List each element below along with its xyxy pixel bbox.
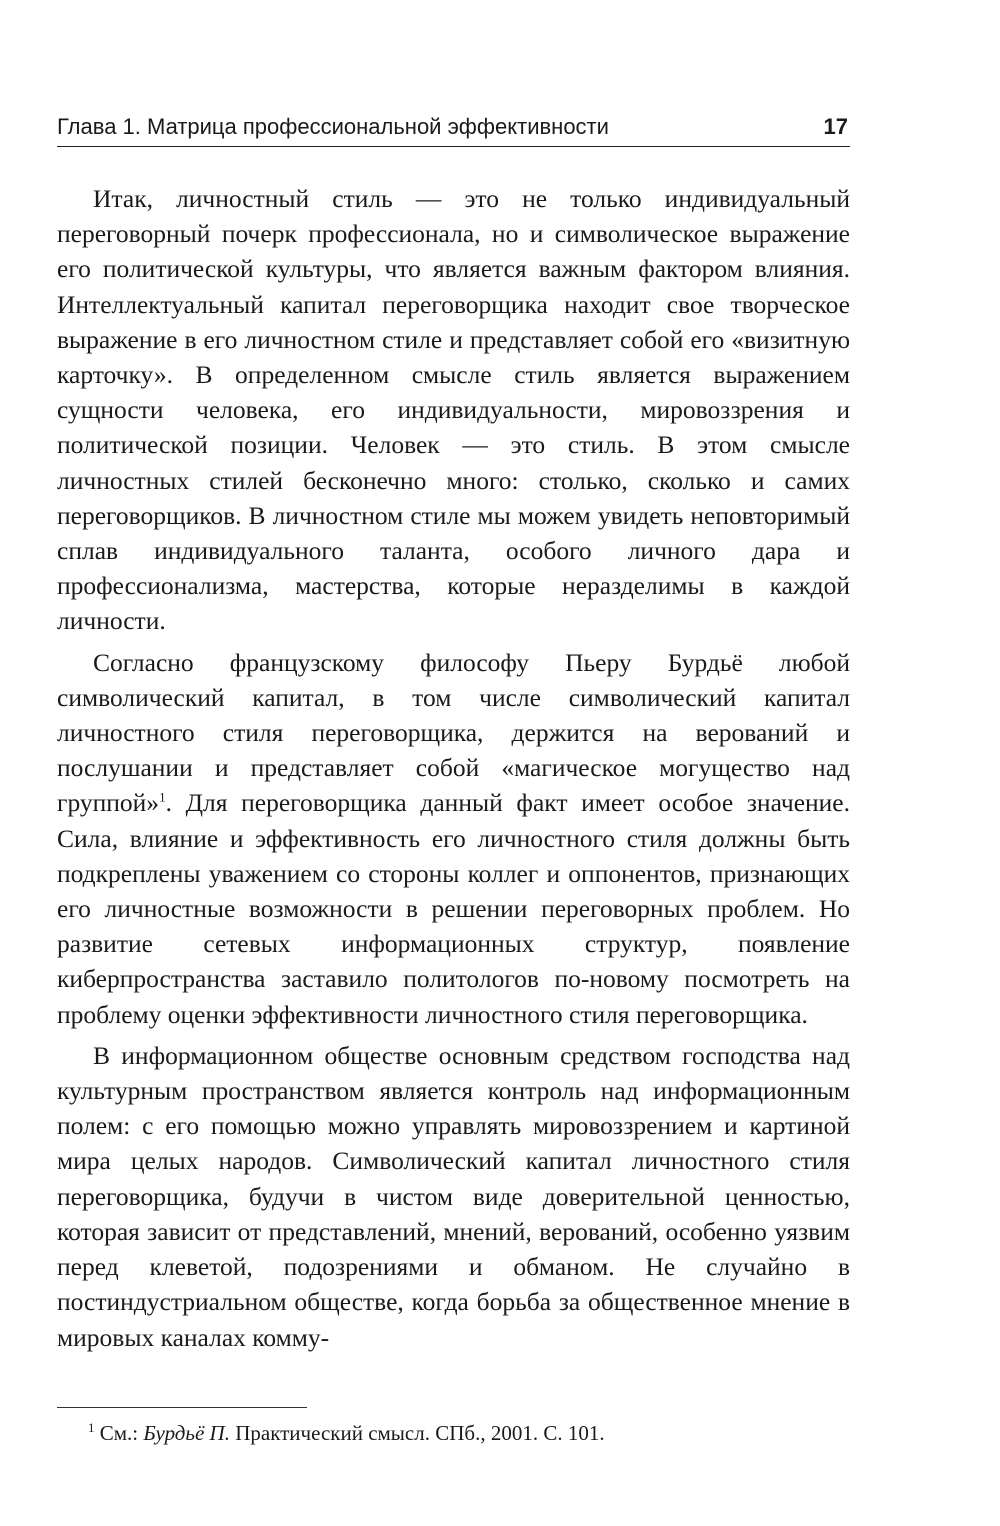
chapter-title: Глава 1. Матрица профессиональной эффективности <box>57 114 609 139</box>
footnote-divider <box>57 1407 307 1408</box>
body-text <box>57 181 850 1361</box>
footnote-reference: 1 <box>159 789 166 805</box>
paragraph-1: Итак, личностный стиль — это не только индивидуальный переговорный почерк профессионала, но и символическое выражение его политической культуры, что является важным фактором влияния. Интеллектуальный капитал переговорщика находит свое творческое выражение в его личностном стиле и представляет собой его «визитную карточку». В определенном смысле стиль является выражением сущности человека, его индивидуальности, мировоззрения и политической позиции. Человек — это стиль. В этом смысле личностных стилей бесконечно много: столько, сколько и самих переговорщиков. В личностном стиле мы можем увидеть неповторимый сплав индивидуального таланта, особого личного дара и профессионализма, мастерства, которые неразделимы в каждой личности. <box>57 184 850 636</box>
paragraph-3: В информационном обществе основным средством господства над культурным пространством является контроль над информационным полем: с его помощью можно управлять мировоззрением и картиной мира целых народов. Символический капитал личностного стиля переговорщика, будучи в чистом виде доверительной ценностью, которая зависит от представлений, мнений, верований, особенно уязвим перед клеветой, подозрениями и обманом. Не случайно в постиндустриальном обществе, когда борьба за общественное мнение в мировых каналах комму- <box>57 1040 850 1352</box>
paragraph-2-part-1: Согласно французскому философу Пьеру Бурдьё любой символический капитал, в том числе символический капитал личностного стиля переговорщика, держится на верований и послушании и представляет собой «магическое могущество над группой» <box>57 647 850 818</box>
page-number: 17 <box>823 114 848 139</box>
footnote-prefix: См.: <box>99 1421 139 1445</box>
paragraph-2-part-2: . Для переговорщика данный факт имеет особое значение. Сила, влияние и эффективность его личностного стиля должны быть подкреплены уважением со стороны коллег и оппонентов, признающих его личностные возможности в решении переговорных проблем. Но развитие сетевых информационных структур, появление киберпространства заставило политологов по-новому посмотреть на проблему оценки эффективности личностного стиля переговорщика. <box>57 788 850 1029</box>
footnote-author: Бурдьё П. <box>143 1421 230 1445</box>
running-header <box>57 112 850 147</box>
footnote-citation: Практический смысл. СПб., 2001. С. 101. <box>235 1421 605 1445</box>
paragraph-2 <box>57 645 850 1032</box>
footnote <box>88 1419 605 1447</box>
footnote-number: 1 <box>88 1420 95 1435</box>
